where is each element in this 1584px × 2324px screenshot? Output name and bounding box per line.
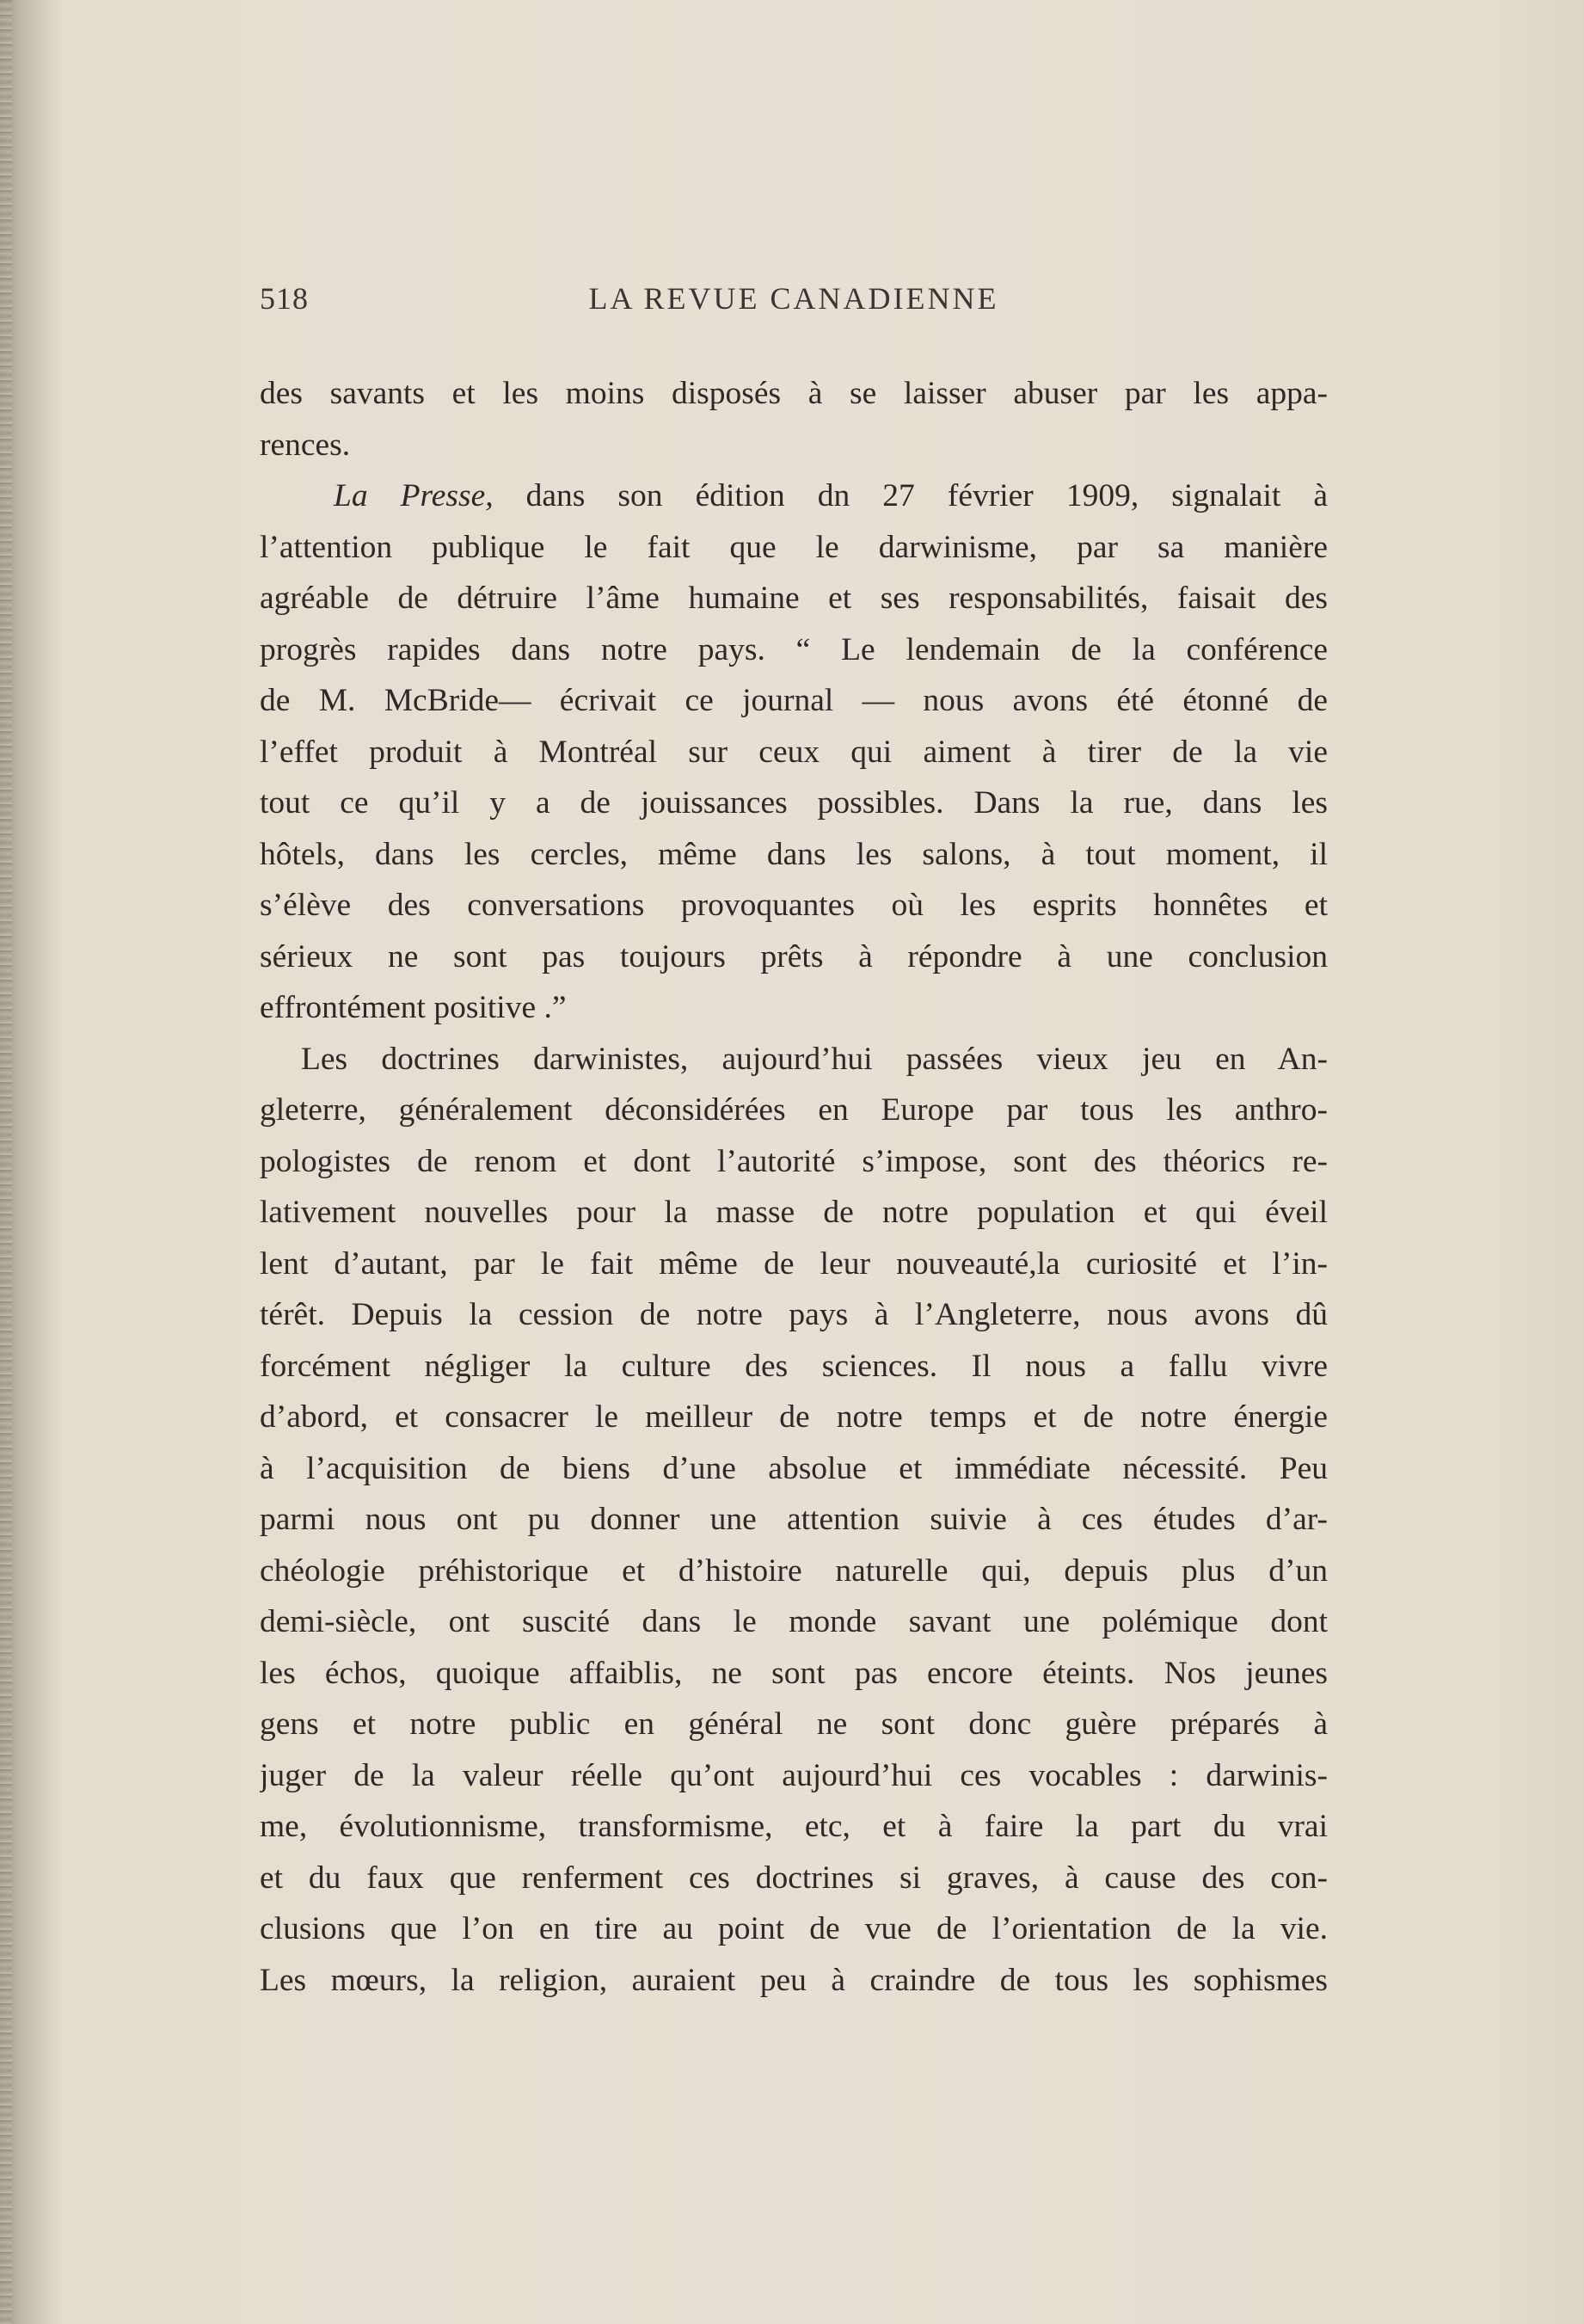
text-line: clusions que l’on en tire au point de vue de l’orientation de la vie.	[260, 1911, 1328, 1946]
text-line: l’effet produit à Montréal sur ceux qui aiment à tirer de la vie	[260, 734, 1328, 770]
body-text	[260, 368, 1328, 2006]
text-line: lent d’autant, par le fait même de leur nouveauté,la curiosité et l’in-	[260, 1245, 1328, 1282]
text-line	[260, 470, 1328, 522]
page-number: 518	[260, 281, 309, 316]
text-line: et du faux que renferment ces doctrines si graves, à cause des con-	[260, 1860, 1328, 1896]
text-line: hôtels, dans les cercles, même dans les salons, à tout moment, il	[260, 836, 1328, 872]
text-line: les échos, quoique affaiblis, ne sont pas encore éteints. Nos jeunes	[260, 1655, 1328, 1691]
text-line: effrontément positive .”	[260, 990, 567, 1025]
text-line: chéologie préhistorique et d’histoire naturelle qui, depuis plus d’un	[260, 1552, 1328, 1589]
book-spine-edge	[0, 0, 12, 2324]
running-title: LA REVUE CANADIENNE	[588, 281, 999, 316]
text-line: progrès rapides dans notre pays. “ Le lendemain de la conférence	[260, 631, 1328, 667]
publication-title: La Presse,	[334, 478, 494, 513]
text-line: Les doctrines darwinistes, aujourd’hui passées vieux jeu en An-	[301, 1041, 1328, 1077]
text-line: des savants et les moins disposés à se laisser abuser par les appa-	[260, 376, 1328, 411]
text-line: lativement nouvelles pour la masse de notre population et qui éveil	[260, 1195, 1328, 1230]
text-line: pologistes de renom et dont l’autorité s’impose, sont des théorics re-	[260, 1143, 1328, 1179]
text-line: forcément négliger la culture des sciences. Il nous a fallu vivre	[260, 1348, 1328, 1384]
text-line: sérieux ne sont pas toujours prêts à répondre à une conclusion	[260, 938, 1328, 974]
page-header	[260, 274, 1328, 322]
text-line: rences.	[260, 427, 351, 463]
text-line: Les mœurs, la religion, auraient peu à craindre de tous les sophismes	[260, 1962, 1328, 1998]
text-line: parmi nous ont pu donner une attention suivie à ces études d’ar-	[260, 1502, 1328, 1537]
text-line: de M. McBride— écrivait ce journal — nous avons été étonné de	[260, 683, 1328, 718]
text-line: demi-siècle, ont suscité dans le monde savant une polémique dont	[260, 1604, 1328, 1639]
text-fragment: dans son édition dn 27 février 1909, signalait à	[493, 478, 1328, 513]
text-line: d’abord, et consacrer le meilleur de notre temps et de notre énergie	[260, 1399, 1328, 1435]
text-line: juger de la valeur réelle qu’ont aujourd’hui ces vocables : darwinis-	[260, 1757, 1328, 1793]
text-line: l’attention publique le fait que le darwinisme, par sa manière	[260, 529, 1328, 565]
text-line: à l’acquisition de biens d’une absolue et immédiate nécessité. Peu	[260, 1450, 1328, 1486]
gutter-shadow	[12, 0, 64, 2324]
text-line: gens et notre public en général ne sont donc guère préparés à	[260, 1706, 1328, 1742]
text-line: agréable de détruire l’âme humaine et ses responsabilités, faisait des	[260, 581, 1328, 616]
text-line: térêt. Depuis la cession de notre pays à l’Angleterre, nous avons dû	[260, 1297, 1328, 1332]
text-line: gleterre, généralement déconsidérées en Europe par tous les anthro-	[260, 1092, 1328, 1128]
text-line: s’élève des conversations provoquantes où les esprits honnêtes et	[260, 888, 1328, 923]
text-line: me, évolutionnisme, transformisme, etc, et à faire la part du vrai	[260, 1809, 1328, 1844]
text-line: tout ce qu’il y a de jouissances possibles. Dans la rue, dans les	[260, 785, 1328, 821]
